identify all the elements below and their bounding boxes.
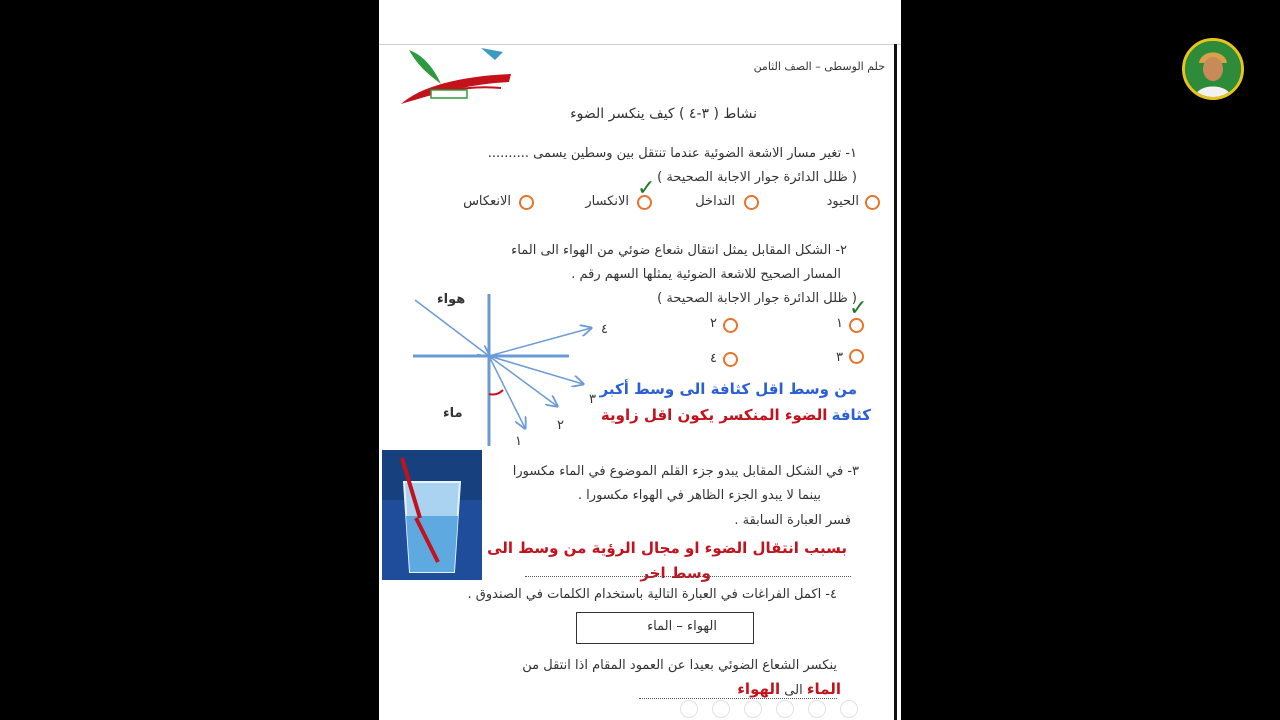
ray-label: ٢ (557, 418, 564, 433)
refraction-diagram (407, 286, 607, 456)
q2-answer-red: الضوء المنكسر يكون اقل زاوية (600, 406, 828, 424)
q3-line1: ٣- في الشكل المقابل يبدو جزء القلم الموضوع في الماء مكسورا (512, 464, 859, 479)
q2-line2: المسار الصحيح للاشعة الضوئية يمثلها السهم رقم . (571, 267, 841, 282)
q1-option-label: الحيود (826, 194, 859, 209)
q1-option-circle[interactable] (865, 195, 880, 210)
q2-option-circle[interactable] (849, 349, 864, 364)
q1-option-circle[interactable] (519, 195, 534, 210)
q4-answer-from: الماء (806, 680, 841, 698)
q2-option-circle[interactable] (723, 318, 738, 333)
q3-answer-line1: بسبب انتقال الضوء او مجال الرؤية من وسط الى (487, 539, 847, 557)
q3-answer-dotted-line (525, 576, 851, 577)
q1-option-circle[interactable] (744, 195, 759, 210)
viewer-top-bar (379, 0, 901, 45)
check-icon: ✓ (637, 176, 656, 201)
q2-option-label: ٣ (836, 350, 843, 365)
word-box (576, 612, 754, 644)
q2-option-label: ٤ (710, 351, 717, 366)
q3-line2: بينما لا يبدو الجزء الظاهر في الهواء مكسورا . (577, 488, 821, 503)
q4-answer-dotted-line (639, 698, 837, 699)
q1-text: ١- تغير مسار الاشعة الضوئية عندما تنتقل بين وسطين يسمى .......... (487, 146, 857, 161)
avatar (1182, 38, 1244, 100)
q1-option-label: التداخل (695, 194, 735, 209)
word-box-words: الهواء – الماء (647, 619, 717, 634)
q2-answer-line1: من وسط اقل كثافة الى وسط أكبر (599, 380, 857, 398)
worksheet (379, 46, 897, 720)
q2-instruction: ( ظلل الدائرة جوار الاجابة الصحيحة ) (657, 291, 857, 306)
viewer-toolbar (680, 700, 858, 720)
prev-icon[interactable] (808, 700, 826, 718)
ray-label: ٤ (601, 322, 608, 337)
next-icon[interactable] (840, 700, 858, 718)
subject-header: حلم الوسطى – الصف الثامن (753, 60, 885, 73)
slides-icon[interactable] (744, 700, 762, 718)
check-icon: ✓ (849, 296, 868, 321)
q3-line3: فسر العبارة السابقة . (734, 513, 851, 528)
presenter-icon (1185, 41, 1241, 97)
ray-label: ٣ (589, 392, 596, 407)
q4-answer-to: الهواء (737, 680, 781, 698)
q4-answer-line (737, 680, 841, 698)
more-icon[interactable] (680, 700, 698, 718)
diagram-air-label: هواء (437, 292, 466, 307)
activity-title: نشاط ( ٣-٤ ) كيف ينكسر الضوء (570, 106, 757, 122)
q1-option-label: الانعكاس (463, 194, 511, 209)
pen-icon[interactable] (776, 700, 794, 718)
q4-connector: الى (784, 683, 803, 698)
q4-sentence: ينكسر الشعاع الضوئي بعيدا عن العمود المقام اذا انتقل من (522, 658, 837, 673)
q2-answer-line2 (601, 406, 871, 424)
q1-instruction: ( ظلل الدائرة جوار الاجابة الصحيحة ) (657, 170, 857, 185)
diagram-water-label: ماء (443, 406, 463, 421)
q2-option-label: ٢ (710, 316, 717, 331)
q4-text: ٤- اكمل الفراغات في العبارة التالية باستخدام الكلمات في الصندوق . (467, 587, 837, 602)
q3-answer-line2: وسط اخر (640, 564, 711, 582)
q2-option-circle[interactable] (723, 352, 738, 367)
logo (391, 46, 521, 108)
q2-option-label: ١ (836, 316, 843, 331)
q1-option-label: الانكسار (585, 194, 629, 209)
glass-image (382, 450, 482, 580)
zoom-icon[interactable] (712, 700, 730, 718)
q2-answer-blue: كثافة (831, 406, 871, 424)
ray-label: ١ (515, 434, 522, 449)
q2-line1: ٢- الشكل المقابل يمثل انتقال شعاع ضوئي من الهواء الى الماء (511, 243, 847, 258)
